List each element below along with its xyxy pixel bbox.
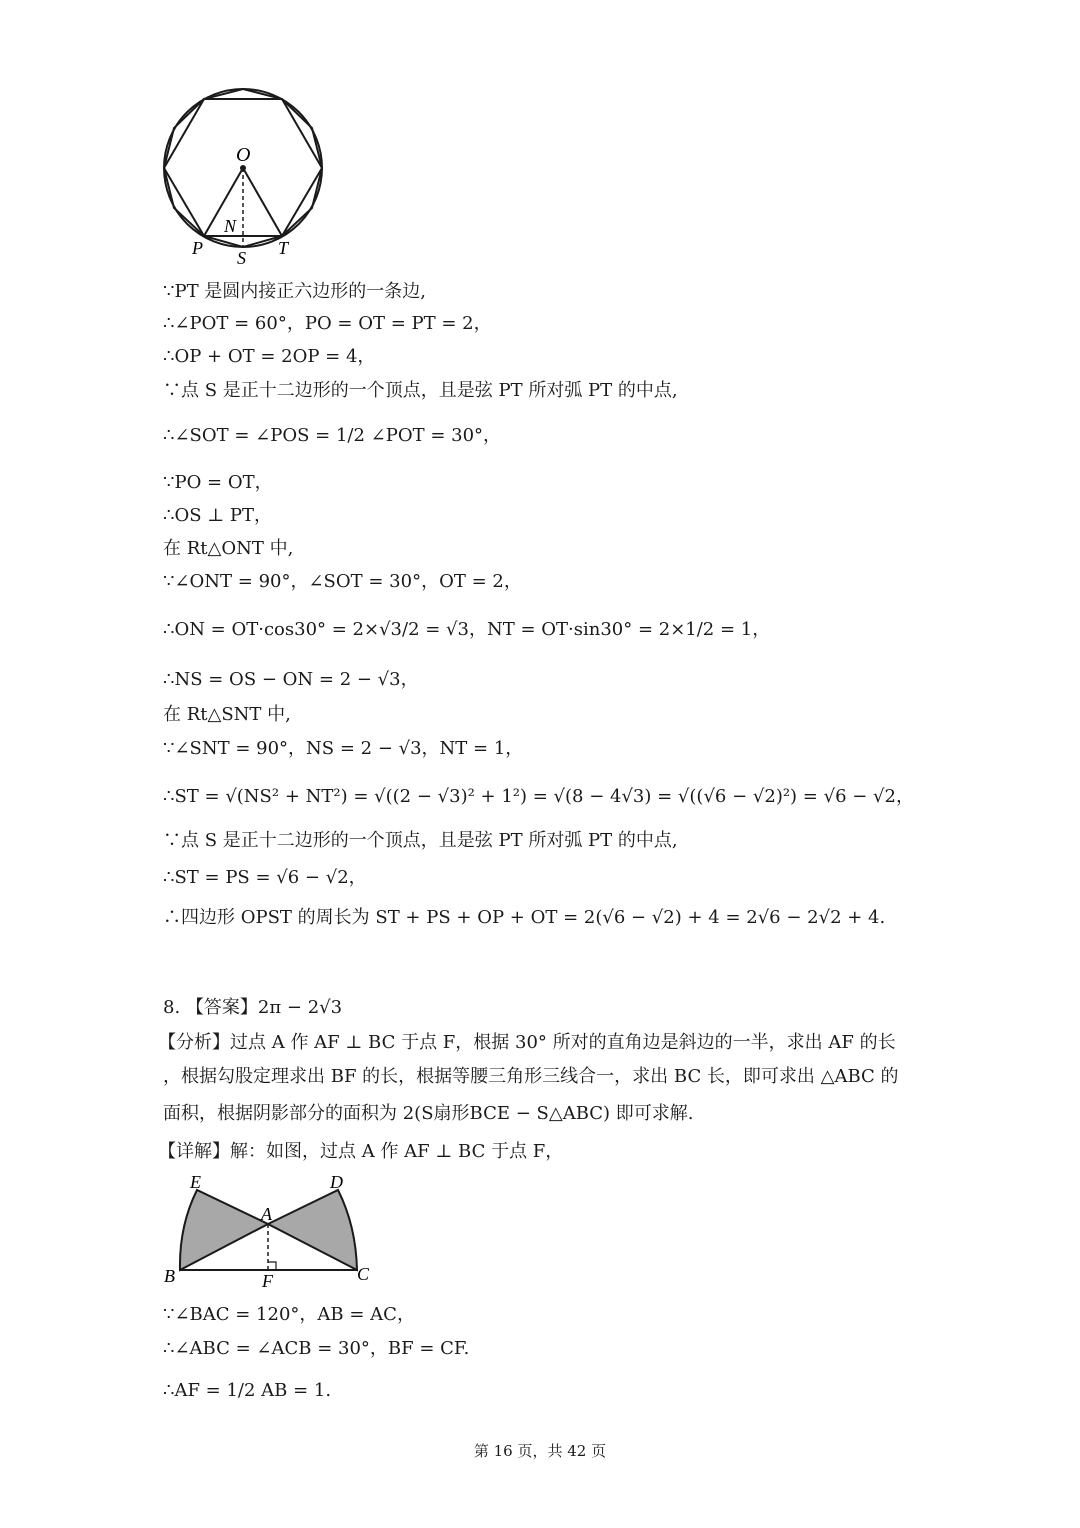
- figure-bowtie: [155, 1165, 385, 1295]
- label-N: N: [224, 216, 237, 236]
- proof2-line: ∴AF = 1/2 AB = 1.: [163, 1380, 332, 1401]
- label-T: T: [278, 238, 289, 258]
- analysis-line: 面积，根据阴影部分的面积为 2(S扇形BCE − S△ABC) 即可求解.: [163, 1103, 694, 1124]
- label-O: O: [236, 144, 251, 166]
- proof-line: ∵∠ONT = 90°，∠SOT = 30°，OT = 2，: [163, 571, 522, 592]
- proof-line: ∴OP + OT = 2OP = 4，: [163, 346, 376, 367]
- shaded-right-region: [268, 1190, 357, 1270]
- proof-line: 在 Rt△ONT 中,: [163, 538, 294, 559]
- label-F: F: [262, 1271, 273, 1291]
- figure-hexagon-circle: [150, 80, 340, 270]
- proof-line: ∴四边形 OPST 的周长为 ST + PS + OP + OT = 2(√6 − √2) + 4 = 2√6 − 2√2 + 4.: [163, 907, 886, 928]
- shaded-left-region: [180, 1190, 268, 1270]
- proof-line: 在 Rt△SNT 中,: [163, 704, 291, 725]
- label-B: B: [164, 1266, 175, 1286]
- label-A: A: [261, 1204, 272, 1224]
- label-P: P: [192, 238, 203, 258]
- segment-OT: [243, 168, 282, 236]
- proof-line: ∴∠SOT = ∠POS = 1/2 ∠POT = 30°，: [163, 425, 502, 446]
- label-D: D: [330, 1172, 343, 1192]
- page-footer: 第 16 页，共 42 页: [473, 1442, 607, 1460]
- proof-line: ∴ST = √(NS² + NT²) = √((2 − √3)² + 1²) = √(8 − 4√3) = √((√6 − √2)²) = √6 − √2，: [163, 786, 914, 807]
- proof-line: ∴ST = PS = √6 − √2，: [163, 867, 367, 888]
- proof-line: ∵PO = OT，: [163, 472, 273, 493]
- answer-line: 8. 【答案】2π − 2√3: [163, 997, 343, 1018]
- proof-line: ∵点 S 是正十二边形的一个顶点，且是弦 PT 所对弧 PT 的中点,: [163, 380, 678, 401]
- label-E: E: [190, 1172, 201, 1192]
- label-C: C: [357, 1264, 370, 1284]
- proof-line: ∵PT 是圆内接正六边形的一条边,: [163, 281, 427, 302]
- label-S: S: [237, 248, 246, 268]
- proof-line: ∴OS ⊥ PT，: [163, 505, 273, 526]
- proof-line: ∴ON = OT·cos30° = 2×√3/2 = √3，NT = OT·sin30° = 2×1/2 = 1，: [163, 619, 771, 640]
- proof-line: ∴NS = OS − ON = 2 − √3，: [163, 669, 419, 690]
- right-angle-mark: [268, 1262, 276, 1270]
- proof2-line: ∵∠BAC = 120°，AB = AC，: [163, 1304, 415, 1325]
- proof2-line: ∴∠ABC = ∠ACB = 30°，BF = CF.: [163, 1338, 470, 1359]
- proof-line: ∵∠SNT = 90°，NS = 2 − √3，NT = 1，: [163, 738, 524, 759]
- analysis-line: 【分析】过点 A 作 AF ⊥ BC 于点 F，根据 30° 所对的直角边是斜边的一半，求出 AF 的长: [158, 1032, 896, 1053]
- analysis-line: ，根据勾股定理求出 BF 的长，根据等腰三角形三线合一，求出 BC 长，即可求出 △ABC 的: [163, 1066, 899, 1087]
- proof-line: ∵点 S 是正十二边形的一个顶点，且是弦 PT 所对弧 PT 的中点,: [163, 830, 678, 851]
- proof-line: ∴∠POT = 60°，PO = OT = PT = 2，: [163, 313, 492, 334]
- detail-intro: 【详解】解：如图，过点 A 作 AF ⊥ BC 于点 F，: [158, 1141, 564, 1162]
